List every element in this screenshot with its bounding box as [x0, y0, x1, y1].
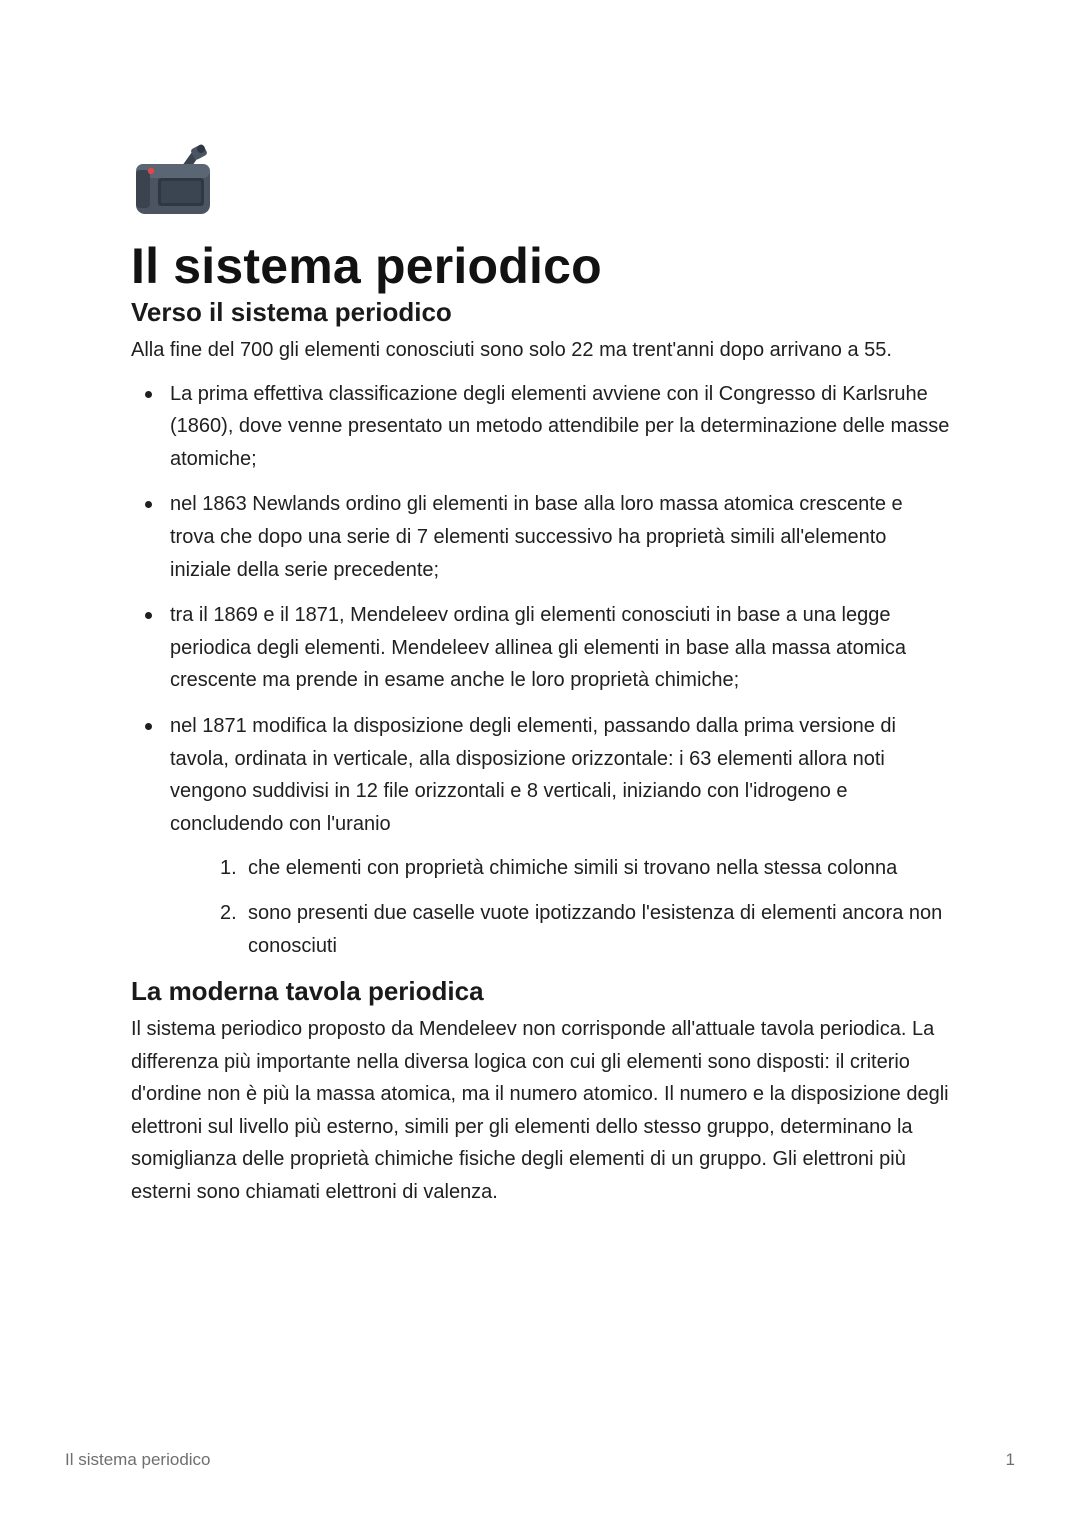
- numbered-item-marker: 1.: [220, 857, 237, 880]
- numbered-item: [170, 897, 951, 962]
- list-item: [131, 710, 951, 962]
- list-item-text: La prima effettiva classificazione degli elementi avviene con il Congresso di Karlsruhe (1860), dove venne presentato un metodo attendibile per la determinazione delle masse atomiche;: [170, 382, 950, 470]
- section-heading: Verso il sistema periodico: [131, 297, 452, 327]
- list-item-text: tra il 1869 e il 1871, Mendeleev ordina gli elementi conosciuti in base a una legge periodica degli elementi. Mendeleev allinea gli elementi in base alla massa atomica crescente ma prende in esame anche le loro proprietà chimiche;: [170, 604, 906, 692]
- numbered-item-text: che elementi con proprietà chimiche simili si trovano nella stessa colonna: [248, 857, 898, 880]
- section-intro: Alla fine del 700 gli elementi conosciuti sono solo 22 ma trent'anni dopo arrivano a 55.: [131, 339, 892, 361]
- numbered-item-marker: 2.: [220, 901, 237, 924]
- bullet-icon: [145, 501, 152, 508]
- list-item-text: nel 1863 Newlands ordino gli elementi in base alla loro massa atomica crescente e trova che dopo una serie di 7 elementi successivo ha proprietà simili all'elemento iniziale della serie precedente;: [170, 493, 903, 581]
- section-heading: La moderna tavola periodica: [131, 976, 484, 1007]
- numbered-item: [170, 852, 951, 885]
- page-title: Il sistema periodico: [131, 238, 602, 294]
- section-paragraph: Il sistema periodico proposto da Mendeleev non corrisponde all'attuale tavola periodica. La differenza più importante nella diversa logica con cui gli elementi sono disposti: il criterio d'ordine non è più la massa atomica, ma il numero atomico. Il numero e la disposizione degli elettroni sul livello più esterno, simili per gli elementi dello stesso gruppo, determinano la somiglianza delle proprietà chimiche fisiche degli elementi di un gruppo. Gli elettroni più esterni sono chiamati elettroni di valenza.: [131, 1018, 949, 1204]
- footer-document-title: Il sistema periodico: [65, 1450, 211, 1469]
- bullet-icon: [145, 723, 152, 730]
- list-item: [131, 599, 951, 697]
- video-camera-icon: [132, 140, 214, 218]
- list-item-text: nel 1871 modifica la disposizione degli elementi, passando dalla prima versione di tavola, ordinata in verticale, alla disposizione orizzontale: i 63 elementi allora noti vengono suddivisi in 12 file orizzontali e 8 verticali, iniziando con l'idrogeno e concludendo con l'uranio: [170, 714, 896, 835]
- numbered-list: [170, 852, 951, 962]
- bullet-icon: [145, 391, 152, 398]
- bullet-icon: [145, 612, 152, 619]
- list-item: [131, 488, 951, 586]
- numbered-item-text: sono presenti due caselle vuote ipotizzando l'esistenza di elementi ancora non conosciuti: [248, 901, 943, 957]
- bullet-list: [131, 378, 951, 963]
- footer-page-number: 1: [1005, 1450, 1015, 1469]
- list-item: [131, 378, 951, 476]
- document-page: [131, 140, 951, 1209]
